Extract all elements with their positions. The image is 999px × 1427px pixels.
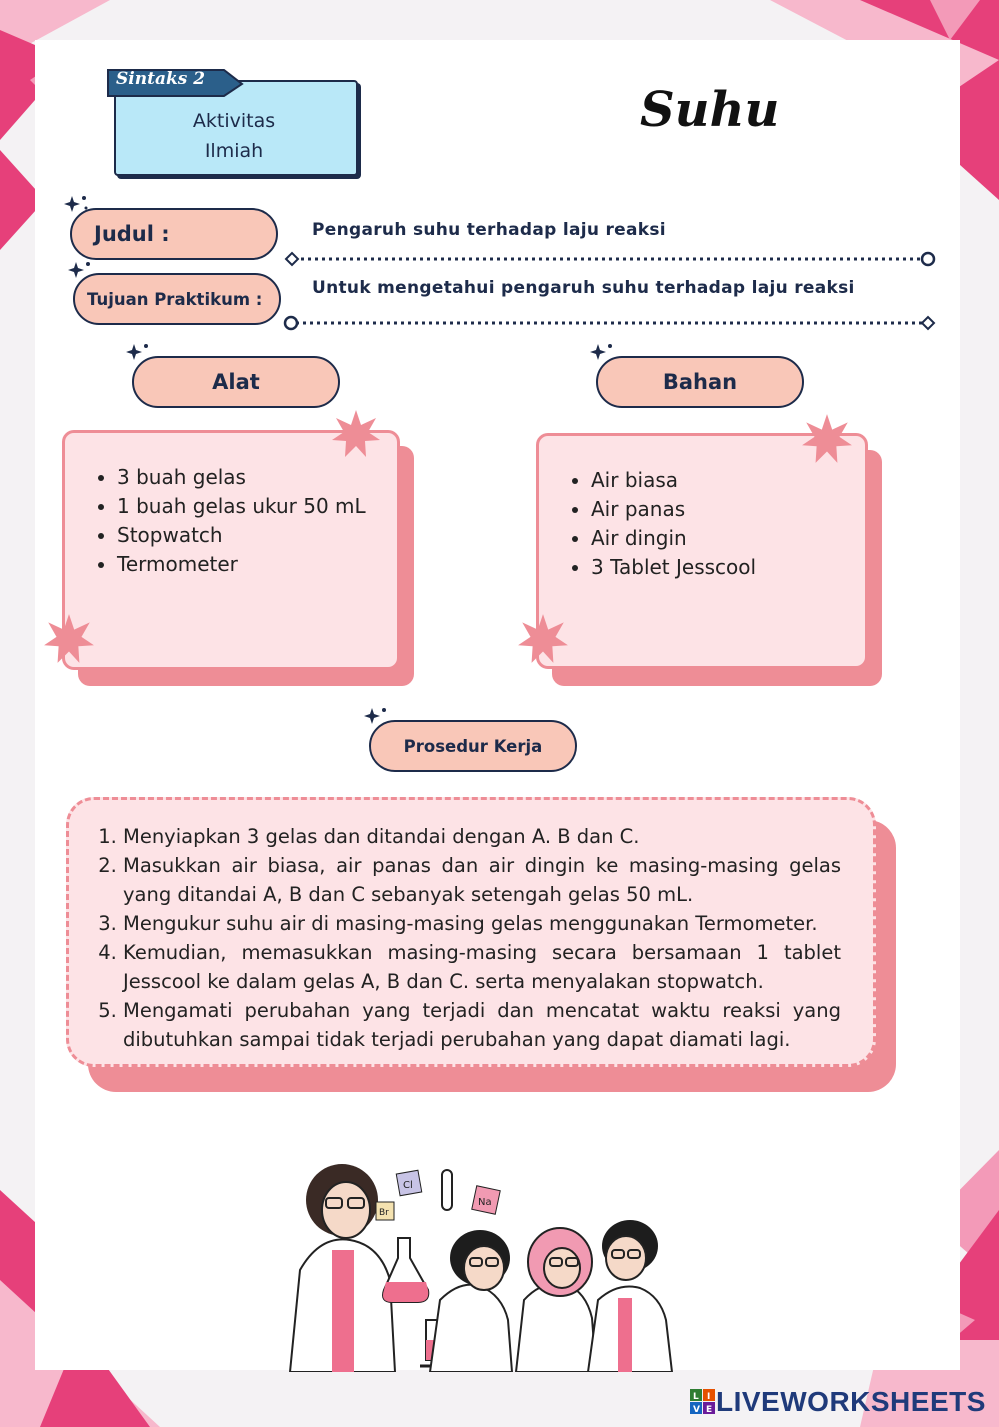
tujuan-label-pill [73, 273, 281, 325]
alat-item: • Stopwatch [117, 521, 397, 550]
liveworksheets-logo-icon [690, 1389, 716, 1415]
element-card-label: Cl [403, 1180, 413, 1191]
prosedur-steps [69, 800, 873, 1054]
element-card-label: Na [478, 1197, 492, 1208]
sintaks-title-line2: Ilmiah [204, 140, 264, 162]
prosedur-step: 1. Menyiapkan 3 gelas dan ditandai dengan A. B dan C. [123, 822, 841, 851]
star-icon [800, 412, 854, 466]
bahan-card [536, 433, 868, 669]
bahan-item: • Air dingin [591, 524, 865, 553]
judul-label: Judul : [94, 222, 170, 246]
bahan-item: • Air biasa [591, 466, 865, 495]
prosedur-label-pill [369, 720, 577, 772]
tujuan-underline [282, 314, 938, 332]
bahan-list [539, 466, 865, 582]
prosedur-step: 3. Mengukur suhu air di masing-masing gelas menggunakan Termometer. [123, 909, 841, 938]
judul-value: Pengaruh suhu terhadap laju reaksi [312, 220, 666, 240]
alat-list [65, 463, 397, 579]
logo-letter: I [707, 1392, 711, 1402]
bahan-label: Bahan [662, 370, 738, 394]
alat-item: • Termometer [117, 550, 397, 579]
logo-letter: V [693, 1405, 700, 1415]
sintaks-title [114, 106, 354, 166]
tujuan-value: Untuk mengetahui pengaruh suhu terhadap laju reaksi [312, 278, 855, 298]
judul-label-pill [70, 208, 278, 260]
bahan-label-pill [596, 356, 804, 408]
logo-letter: E [706, 1405, 713, 1415]
prosedur-step: 5. Mengamati perubahan yang terjadi dan mencatat waktu reaksi yang dibutuhkan sampai tidak terjadi perubahan yang dapat diamati lagi. [123, 996, 841, 1054]
liveworksheets-watermark [690, 1386, 986, 1418]
element-card-label: Br [379, 1208, 389, 1218]
bahan-item: • Air panas [591, 495, 865, 524]
alat-label-pill [132, 356, 340, 408]
star-icon [42, 612, 96, 666]
star-icon [516, 612, 570, 666]
watermark-text: LIVEWORKSHEETS [716, 1386, 986, 1417]
prosedur-step: 2. Masukkan air biasa, air panas dan air dingin ke masing-masing gelas yang ditandai A, B dan C sebanyak setengah gelas 50 mL. [123, 851, 841, 909]
star-icon [330, 408, 382, 460]
bahan-item: • 3 Tablet Jesscool [591, 553, 865, 582]
alat-item: • 3 buah gelas [117, 463, 397, 492]
sintaks-title-line1: Aktivitas [192, 110, 276, 132]
prosedur-step: 4. Kemudian, memasukkan masing-masing secara bersamaan 1 tablet Jesscool ke dalam gelas A, B dan C. serta menyalakan stopwatch. [123, 938, 841, 996]
scientists-illustration [280, 1150, 680, 1372]
alat-card [62, 430, 400, 670]
alat-item: • 1 buah gelas ukur 50 mL [117, 492, 397, 521]
sintaks-tag-label: Sintaks 2 [116, 69, 206, 89]
tujuan-label: Tujuan Praktikum : [87, 289, 263, 309]
judul-underline [284, 250, 938, 268]
logo-letter: L [693, 1392, 699, 1402]
prosedur-card [66, 797, 876, 1067]
page-title: Suhu [640, 82, 780, 138]
alat-label: Alat [212, 370, 260, 394]
prosedur-label: Prosedur Kerja [403, 736, 543, 756]
